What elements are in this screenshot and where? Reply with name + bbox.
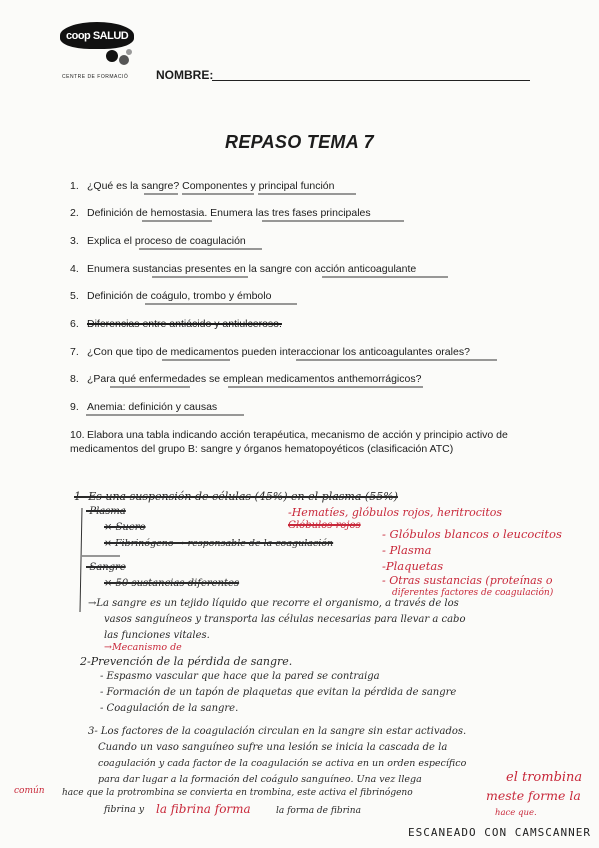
red-globulos-struck: Glóbulos rojos xyxy=(288,520,361,531)
question-3: 3. Explica el proceso de coagulación xyxy=(70,235,246,247)
name-label: NOMBRE: xyxy=(156,68,214,82)
answer-3-line-4: para dar lugar a la formación del coágulo sanguíneo. Una vez llega xyxy=(98,774,422,785)
answer-2-bullet-2: - Formación de un tapón de plaquetas que evitan la pérdida de sangre xyxy=(100,687,457,698)
question-7: 7. ¿Con que tipo de medicamentos pueden interaccionar los anticoagulantes orales? xyxy=(70,346,470,358)
question-6: 6. Diferencias entre antiácido y antiulceroso. xyxy=(70,318,282,330)
suero-struck: × Suero xyxy=(104,522,146,533)
answer-3-line-3: coagulación y cada factor de la coagulación se activa en un orden específico xyxy=(98,758,467,769)
sangre-struck: -Sangre xyxy=(86,562,126,573)
page-title: REPASO TEMA 7 xyxy=(225,132,374,152)
red-otras-sustancias: - Otras sustancias (proteínas o xyxy=(382,574,553,587)
answer-3-line-6a: fibrina y xyxy=(104,804,145,815)
red-globulos-blancos: - Glóbulos blancos o leucocitos xyxy=(382,527,562,541)
red-plasma: - Plasma xyxy=(382,543,432,557)
red-comun: común xyxy=(14,786,45,796)
answer-2-bullet-1: - Espasmo vascular que hace que la pared se contraiga xyxy=(100,671,380,682)
answer-3-line-2: Cuando un vaso sanguíneo sufre una lesión se inicia la cascada de la xyxy=(98,742,448,753)
question-8: 8. ¿Para qué enfermedades se emplean medicamentos anthemorrágicos? xyxy=(70,373,422,385)
answer-2-title: 2-Prevención de la pérdida de sangre. xyxy=(80,655,293,668)
sangre-definition-line-1: →La sangre es un tejido líquido que recorre el organismo, a través de los xyxy=(88,598,459,609)
sangre-definition-line-3: las funciones vitales. xyxy=(104,630,210,641)
red-fibrina-forma: la fibrina forma xyxy=(156,802,251,816)
red-hematies: -Hematíes, glóbulos rojos, heritrocitos xyxy=(288,506,503,519)
answer-3-line-5: hace que la protrombina se convierta en trombina, este activa el fibrinógeno xyxy=(62,788,413,798)
question-5: 5. Definición de coágulo, trombo y émbolo xyxy=(70,290,272,302)
red-hace-que: hace que. xyxy=(495,808,537,818)
answer-3-line-6b: la forma de fibrina xyxy=(276,806,361,816)
question-1: 1. ¿Qué es la sangre? Componentes y principal función xyxy=(70,180,335,192)
question-10: 10. Elabora una tabla indicando acción terapéutica, mecanismo de acción y principio activo de medicamentos del grupo B: sangre y órganos hematopoyéticos (clasificación ATC) xyxy=(70,429,508,455)
sustancias-struck: × 50 sustancias diferentes xyxy=(104,578,240,589)
question-2: 2. Definición de hemostasia. Enumera las tres fases principales xyxy=(70,207,371,219)
sangre-definition-line-2: vasos sanguíneos y transporta las células necesarias para llevar a cabo xyxy=(104,614,466,625)
logo-brand: coop SALUD xyxy=(60,22,134,49)
camscanner-watermark: ESCANEADO CON CAMSCANNER xyxy=(408,826,591,839)
fibrinogeno-struck: × Fibrinógeno → responsable de la coagulación xyxy=(104,538,334,549)
answer-3-line-1: 3- Los factores de la coagulación circulan en la sangre sin estar activados. xyxy=(88,726,467,737)
question-4: 4. Enumera sustancias presentes en la sangre con acción anticoagulante xyxy=(70,263,417,275)
red-meste-forme: meste forme la xyxy=(486,788,581,803)
plasma-struck: -Plasma xyxy=(86,506,126,517)
answer-1-struck: 1- Es una suspensión de células (45%) en el plasma (55%) xyxy=(74,490,398,503)
red-mecanismo: →Mecanismo de xyxy=(104,642,182,653)
red-factores-coagulacion: diferentes factores de coagulación) xyxy=(392,588,554,598)
logo-subtitle: CENTRE DE FORMACIÓ xyxy=(62,74,129,80)
answer-2-bullet-3: - Coagulación de la sangre. xyxy=(100,703,239,714)
question-9: 9. Anemia: definición y causas xyxy=(70,401,218,413)
red-trombina: el trombina xyxy=(506,770,583,785)
red-plaquetas: -Plaquetas xyxy=(382,559,444,573)
